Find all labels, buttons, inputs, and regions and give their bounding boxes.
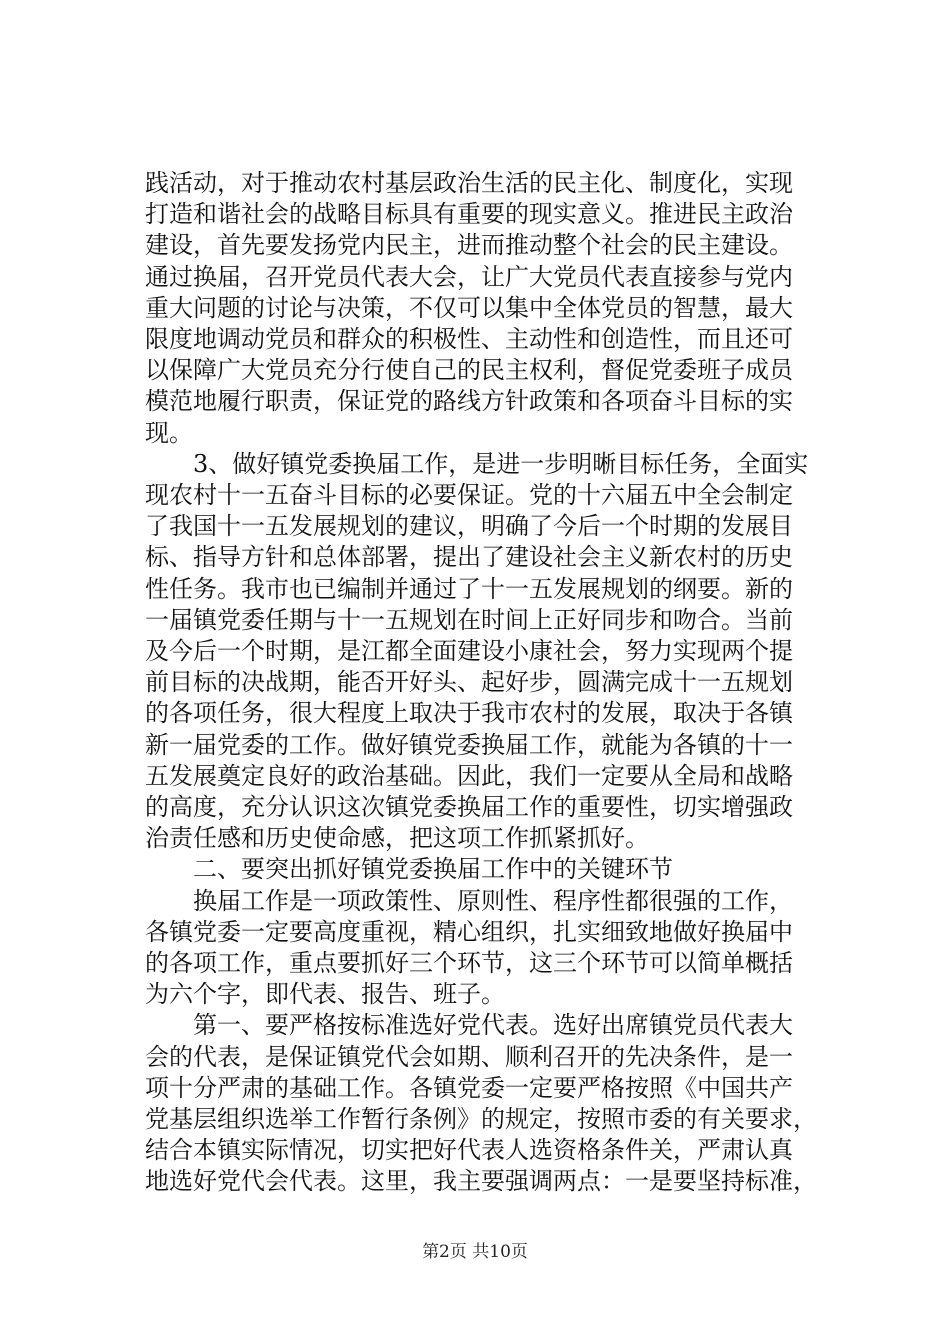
text-line: 会的代表，是保证镇党代会如期、顺利召开的先决条件，是一 bbox=[145, 1042, 793, 1071]
text-line: 模范地履行职责，保证党的路线方针政策和各项奋斗目标的实 bbox=[145, 387, 793, 416]
text-line: 新一届党委的工作。做好镇党委换届工作，就能为各镇的十一 bbox=[145, 730, 793, 759]
text-line: 党基层组织选举工作暂行条例》的规定，按照市委的有关要求， bbox=[145, 1105, 817, 1133]
text-line: 现。 bbox=[145, 418, 193, 447]
text-line: 为六个字，即代表、报告、班子。 bbox=[145, 980, 505, 1009]
text-line: 及今后一个时期，是江都全面建设小康社会，努力实现两个提 bbox=[145, 637, 793, 665]
text-line: 的各项工作，重点要抓好三个环节，这三个环节可以简单概括 bbox=[145, 949, 793, 977]
text-line: 前目标的决战期，能否开好头、起好步，圆满完成十一五规划 bbox=[145, 668, 793, 697]
text-line: 一届镇党委任期与十一五规划在时间上正好同步和吻合。当前 bbox=[145, 605, 793, 634]
text-line: 性任务。我市也已编制并通过了十一五发展规划的纲要。新的 bbox=[145, 574, 793, 603]
text-line: 的高度，充分认识这次镇党委换届工作的重要性，切实增强政 bbox=[145, 793, 793, 821]
text-line: 践活动，对于推动农村基层政治生活的民主化、制度化，实现 bbox=[145, 169, 793, 197]
page-footer bbox=[0, 1241, 950, 1263]
text-line: 各镇党委一定要高度重视，精心组织，扎实细致地做好换届中 bbox=[145, 917, 793, 946]
page-number: 第2页 共10页 bbox=[422, 1242, 528, 1262]
text-line: 标、指导方针和总体部署，提出了建设社会主义新农村的历史 bbox=[145, 543, 793, 572]
text-line: 五发展奠定良好的政治基础。因此，我们一定要从全局和战略 bbox=[145, 761, 793, 790]
text-line: 了我国十一五发展规划的建议，明确了今后一个时期的发展目 bbox=[145, 512, 793, 541]
text-line: 现农村十一五奋斗目标的必要保证。党的十六届五中全会制定 bbox=[145, 481, 793, 509]
text-line: 结合本镇实际情况，切实把好代表人选资格条件关，严肃认真 bbox=[145, 1136, 793, 1165]
text-line: 重大问题的讨论与决策，不仅可以集中全体党员的智慧，最大 bbox=[145, 293, 793, 322]
text-line: 的各项任务，很大程度上取决于我市农村的发展，取决于各镇 bbox=[145, 699, 793, 728]
text-line: 通过换届，召开党员代表大会，让广大党员代表直接参与党内 bbox=[145, 262, 793, 291]
text-line: 项十分严肃的基础工作。各镇党委一定要严格按照《中国共产 bbox=[145, 1073, 793, 1102]
section-heading: 二、要突出抓好镇党委换届工作中的关键环节 bbox=[145, 855, 673, 884]
text-line: 换届工作是一项政策性、原则性、程序性都很强的工作， bbox=[145, 886, 793, 915]
text-line: 3、做好镇党委换届工作，是进一步明晰目标任务，全面实 bbox=[145, 449, 809, 478]
text-line: 以保障广大党员充分行使自己的民主权利，督促党委班子成员 bbox=[145, 356, 793, 385]
text-line: 地选好党代会代表。这里，我主要强调两点：一是要坚持标准， bbox=[145, 1167, 817, 1196]
text-line: 治责任感和历史使命感，把这项工作抓紧抓好。 bbox=[145, 824, 649, 853]
text-line: 建设，首先要发扬党内民主，进而推动整个社会的民主建设。 bbox=[145, 231, 793, 260]
text-line: 限度地调动党员和群众的积极性、主动性和创造性，而且还可 bbox=[145, 325, 793, 353]
text-line: 第一、要严格按标准选好党代表。选好出席镇党员代表大 bbox=[145, 1011, 793, 1040]
text-line: 打造和谐社会的战略目标具有重要的现实意义。推进民主政治 bbox=[145, 200, 793, 229]
